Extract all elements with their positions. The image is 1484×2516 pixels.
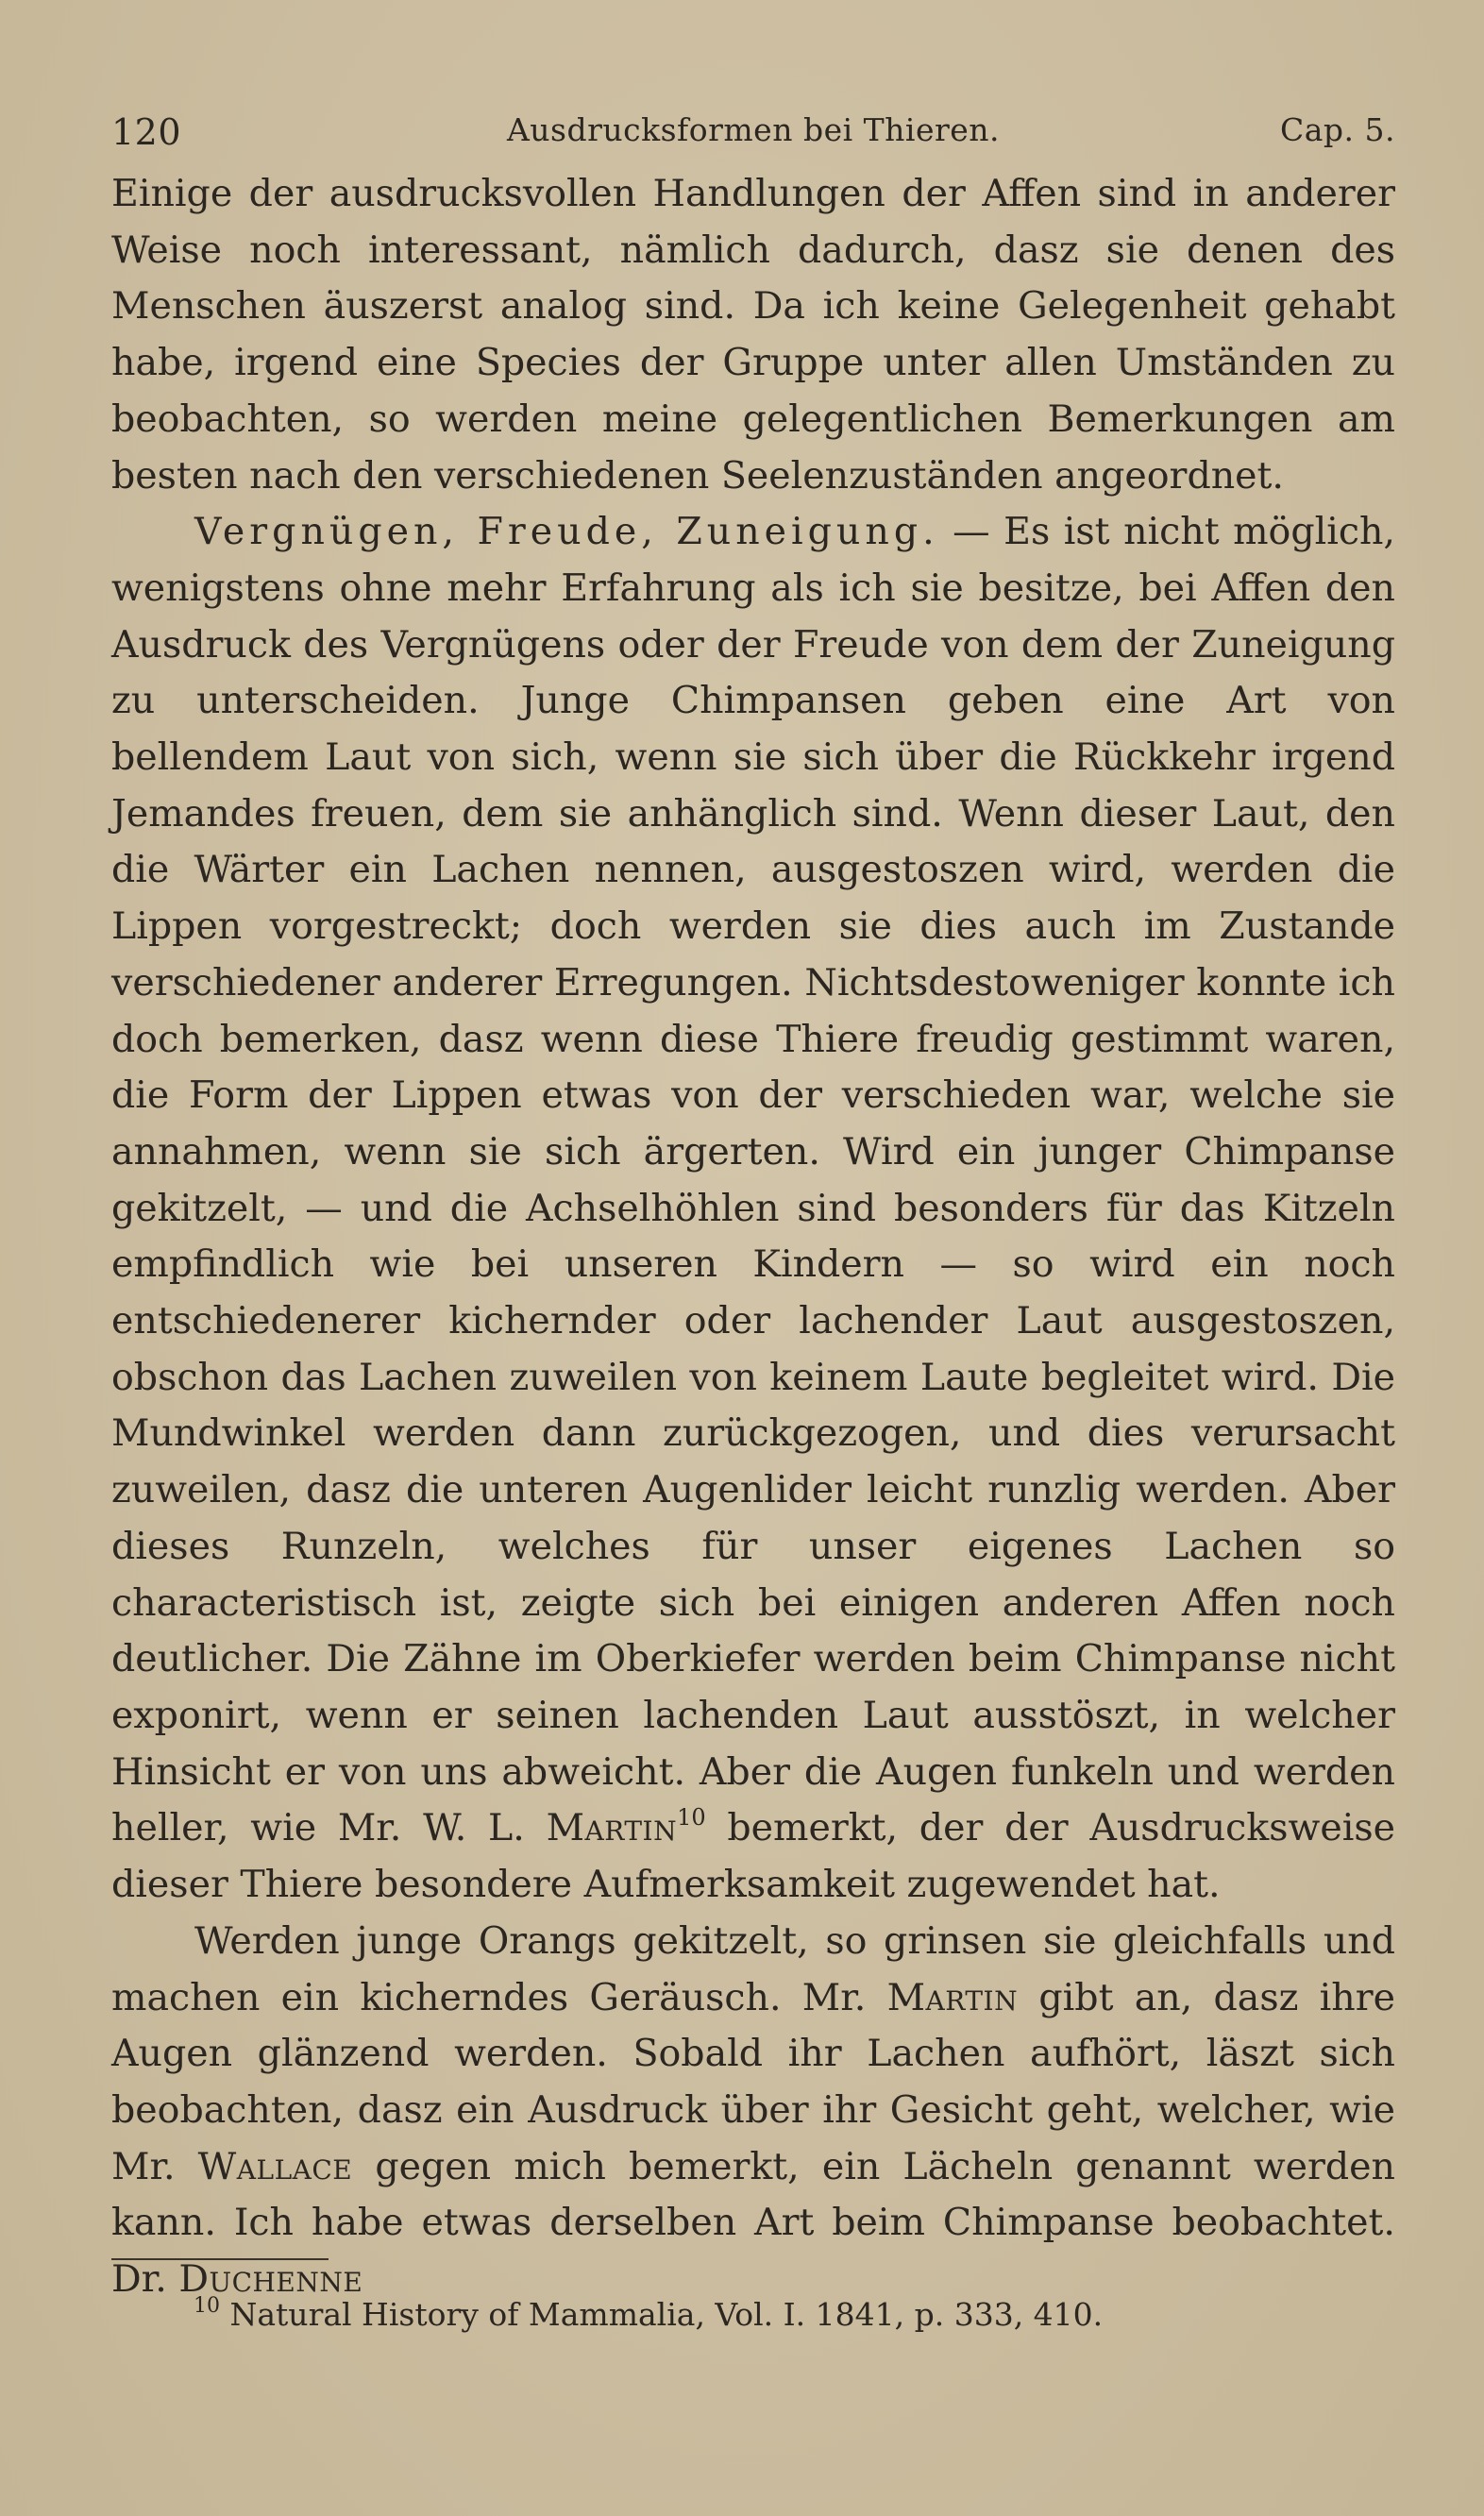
book-page	[111, 104, 1395, 2308]
footnote-marker: 10	[194, 2294, 220, 2318]
author-name-martin: Martin	[546, 1806, 678, 1850]
paragraph-2-text-b: bemerkt, der der Ausdrucksweise dieser Thiere besondere Aufmerksamkeit zugewendet hat.	[111, 1806, 1395, 1907]
footnote	[194, 2294, 1103, 2336]
running-head	[111, 104, 1395, 160]
footnote-divider	[111, 2258, 329, 2260]
author-name-duchenne: Duchenne	[178, 2257, 363, 2302]
page-number: 120	[111, 111, 182, 153]
author-name-wallace: Wallace	[197, 2144, 353, 2188]
body-text	[111, 166, 1395, 2308]
paragraph-2	[111, 504, 1395, 1914]
paragraph-3-text-a: Werden junge Orangs gekitzelt, so grinsen sie gleichfalls und machen ein kicherndes Geräusch. Mr.	[111, 1918, 1395, 2019]
paragraph-2-text-a: — Es ist nicht möglich, wenigstens ohne mehr Erfahrung als ich sie besitze, bei Affen den Ausdruck des Vergnügens oder der Freude von dem der Zuneigung zu unterscheiden. Junge Chimpansen geben eine Art von bellendem Laut von sich, wenn sie sich über die Rückkehr irgend Jemandes freuen, dem sie anhänglich sind. Wenn dieser Laut, den die Wärter ein Lachen nennen, ausgestoszen wird, werden die Lippen vorgestreckt; doch werden sie dies auch im Zustande verschiedener anderer Erregungen. Nichtsdestoweniger konnte ich doch bemerken, dasz wenn diese Thiere freudig gestimmt waren, die Form der Lippen etwas von der verschieden war, welche sie annahmen, wenn sie sich ärgerten. Wird ein junger Chimpanse gekitzelt, — und die Achselhöhlen sind besonders für das Kitzeln empfindlich wie bei unseren Kindern — so wird ein noch entschiedenerer kichernder oder lachender Laut ausgestoszen, obschon das Lachen zuweilen von keinem Laute begleitet wird. Die Mundwinkel werden dann zurückgezogen, und dies verursacht zuweilen, dasz die unteren Augenlider leicht runzlig werden. Aber dieses Runzeln, welches für unser eigenes Lachen so characteristisch ist, zeigte sich bei einigen anderen Affen noch deutlicher. Die Zähne im Oberkiefer werden beim Chimpanse nicht exponirt, wenn er seinen lachenden Laut ausstöszt, in welcher Hinsicht er von uns abweicht. Aber die Augen funkeln und werden heller, wie Mr. W. L.	[111, 510, 1395, 1850]
running-title: Ausdrucksformen bei Thieren.	[506, 111, 1001, 148]
paragraph-3	[111, 1914, 1395, 2308]
paragraph-3-text-c: gegen mich bemerkt, ein Lächeln genannt werden kann. Ich habe etwas derselben Art beim Chimpanse beobachtet. Dr.	[111, 2144, 1395, 2302]
section-heading: Vergnügen, Freude, Zuneigung.	[194, 510, 939, 554]
paragraph-3-text-b: gibt an, dasz ihre Augen glänzend werden. Sobald ihr Lachen aufhört, läszt sich beobachten, dasz ein Ausdruck über ihr Gesicht geht, welcher, wie Mr.	[111, 1975, 1396, 2188]
footnote-reference: 10	[677, 1804, 706, 1832]
paragraph-1: Einige der ausdrucksvollen Handlungen der Affen sind in anderer Weise noch interessant, nämlich dadurch, dasz sie denen des Menschen äuszerst analog sind. Da ich keine Gelegenheit gehabt habe, irgend eine Species der Gruppe unter allen Umständen zu beobachten, so werden meine gelegentlichen Bemerkungen am besten nach den verschiedenen Seelenzuständen angeordnet.	[111, 172, 1395, 498]
footnote-text: Natural History of Mammalia, Vol. I. 1841, p. 333, 410.	[229, 2296, 1104, 2333]
author-name-martin-2: Martin	[886, 1975, 1019, 2019]
chapter-label: Cap. 5.	[1279, 111, 1395, 148]
